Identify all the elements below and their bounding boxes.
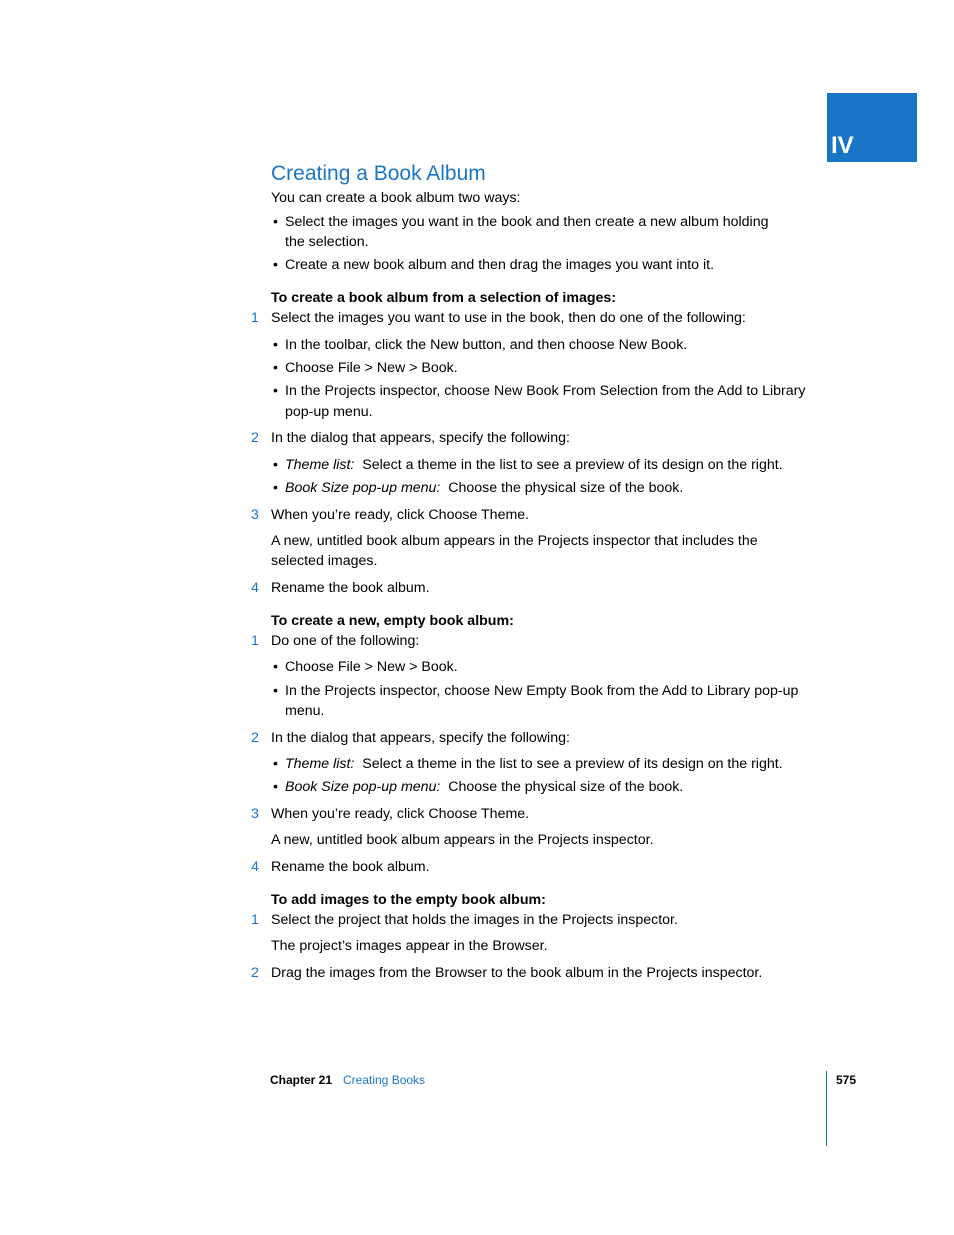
bullet-marker: • xyxy=(273,480,278,496)
task2-heading: To create a new, empty book album: xyxy=(271,613,514,629)
task1-step3-text: When you’re ready, click Choose Theme. xyxy=(271,507,530,523)
step-number: 4 xyxy=(251,580,259,596)
term: Theme list: xyxy=(285,756,355,772)
step-number: 1 xyxy=(251,310,259,326)
task3-step1-result: The project’s images appear in the Browser. xyxy=(271,938,548,954)
task3-step1-text: Select the project that holds the images in the Projects inspector. xyxy=(271,912,678,928)
task1-step1-bullet3-line2: pop-up menu. xyxy=(285,404,373,420)
task2-step2-text: In the dialog that appears, specify the following: xyxy=(271,730,570,746)
bullet-marker: • xyxy=(273,779,278,795)
step-number: 2 xyxy=(251,430,259,446)
term-description: Choose the physical size of the book. xyxy=(448,779,684,795)
bullet-marker: • xyxy=(273,457,278,473)
bullet-marker: • xyxy=(273,337,278,353)
task1-step3-result-line2: selected images. xyxy=(271,553,378,569)
intro-text: You can create a book album two ways: xyxy=(271,190,521,206)
task3-step2-text: Drag the images from the Browser to the book album in the Projects inspector. xyxy=(271,965,763,981)
task3-heading: To add images to the empty book album: xyxy=(271,892,546,908)
step-number: 4 xyxy=(251,859,259,875)
task1-step4-text: Rename the book album. xyxy=(271,580,430,596)
bullet-marker: • xyxy=(273,257,278,273)
task2-step2-bullet2 xyxy=(285,777,683,797)
task2-step4-text: Rename the book album. xyxy=(271,859,430,875)
task2-step2-bullet1 xyxy=(285,754,783,774)
bullet-marker: • xyxy=(273,756,278,772)
term: Book Size pop-up menu: xyxy=(285,480,441,496)
step-number: 1 xyxy=(251,633,259,649)
task1-step1-bullet1: In the toolbar, click the New button, and then choose New Book. xyxy=(285,337,688,353)
footer-divider xyxy=(826,1071,827,1146)
step-number: 3 xyxy=(251,806,259,822)
part-tab-label: IV xyxy=(831,132,854,159)
step-number: 1 xyxy=(251,912,259,928)
task1-step1-bullet3-line1: In the Projects inspector, choose New Book From Selection from the Add to Library xyxy=(285,383,806,399)
page-number: 575 xyxy=(836,1073,857,1087)
term-description: Select a theme in the list to see a preview of its design on the right. xyxy=(362,457,783,473)
task1-step2-bullet2 xyxy=(285,478,683,498)
task1-step1-text: Select the images you want to use in the book, then do one of the following: xyxy=(271,310,746,326)
footer-chapter: Chapter 21 xyxy=(270,1073,333,1087)
step-number: 2 xyxy=(251,730,259,746)
bullet-marker: • xyxy=(273,659,278,675)
task1-step2-bullet1 xyxy=(285,455,783,475)
bullet-marker: • xyxy=(273,683,278,699)
task2-step1-text: Do one of the following: xyxy=(271,633,420,649)
footer-section-link[interactable]: Creating Books xyxy=(343,1073,426,1087)
term-description: Choose the physical size of the book. xyxy=(448,480,684,496)
task2-step3-result: A new, untitled book album appears in the Projects inspector. xyxy=(271,832,654,848)
bullet-marker: • xyxy=(273,383,278,399)
intro-bullet-1-line1: Select the images you want in the book and then create a new album holding xyxy=(285,214,769,230)
bullet-marker: • xyxy=(273,360,278,376)
term: Theme list: xyxy=(285,457,355,473)
task2-step3-text: When you’re ready, click Choose Theme. xyxy=(271,806,530,822)
term: Book Size pop-up menu: xyxy=(285,779,441,795)
task1-heading: To create a book album from a selection of images: xyxy=(271,290,617,306)
term-description: Select a theme in the list to see a preview of its design on the right. xyxy=(362,756,783,772)
task1-step1-bullet2: Choose File > New > Book. xyxy=(285,360,458,376)
task1-step3-result-line1: A new, untitled book album appears in the Projects inspector that includes the xyxy=(271,533,758,549)
intro-bullet-2: Create a new book album and then drag the images you want into it. xyxy=(285,257,715,273)
part-tab xyxy=(827,93,917,162)
intro-bullet-1-line2: the selection. xyxy=(285,234,369,250)
task1-step2-text: In the dialog that appears, specify the following: xyxy=(271,430,570,446)
task2-step1-bullet2-line2: menu. xyxy=(285,703,325,719)
task2-step1-bullet1: Choose File > New > Book. xyxy=(285,659,458,675)
bullet-marker: • xyxy=(273,214,278,230)
step-number: 2 xyxy=(251,965,259,981)
step-number: 3 xyxy=(251,507,259,523)
section-title: Creating a Book Album xyxy=(271,162,486,185)
task2-step1-bullet2-line1: In the Projects inspector, choose New Empty Book from the Add to Library pop-up xyxy=(285,683,799,699)
